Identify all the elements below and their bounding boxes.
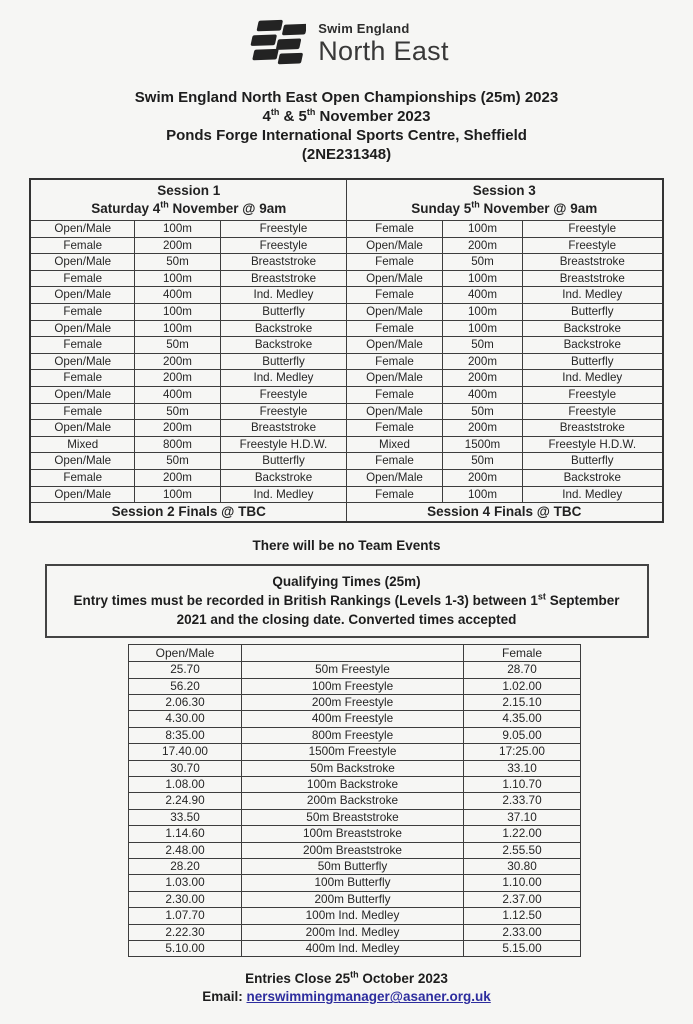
table-row [129,858,581,874]
date-part: & 5 [279,108,307,125]
qualifying-cell: 37.10 [464,809,581,825]
table-row [30,453,662,470]
table-row [129,924,581,940]
session-events-body [30,221,662,503]
event-cell: 50m [134,403,220,420]
date-part: 4 [262,108,271,125]
date-ordinal: th [471,199,480,210]
event-cell: 100m [134,221,220,238]
event-cell: 400m [443,386,523,403]
qualifying-cell: 2.48.00 [129,842,242,858]
event-cell: 200m [443,469,523,486]
event-cell: 50m [134,254,220,271]
qualifying-cell: 200m Freestyle [242,694,464,710]
email-label: Email: [202,989,243,1005]
table-row [129,809,581,825]
table-row [30,353,662,370]
event-cell: Butterfly [220,453,346,470]
qualifying-cell: 5.15.00 [464,941,581,957]
event-cell: 200m [443,353,523,370]
qualifying-cell: 17:25.00 [464,744,581,760]
qualifying-cell: 17.40.00 [129,744,242,760]
qualifying-cell: 30.80 [464,858,581,874]
session-3-header [347,179,663,221]
event-cell: 400m [134,287,220,304]
event-cell: Female [347,486,443,503]
table-row [129,842,581,858]
date-part: November 2023 [315,108,431,125]
table-row [129,826,581,842]
table-row [129,694,581,710]
qualifying-cell: 100m Freestyle [242,678,464,694]
table-row [30,469,662,486]
event-cell: 200m [134,469,220,486]
event-cell: Female [347,287,443,304]
event-cell: Female [30,270,134,287]
email-link[interactable]: nerswimmingmanager@asaner.org.uk [246,989,491,1005]
event-cell: Mixed [30,436,134,453]
table-row [129,776,581,792]
event-cell: Backstroke [523,337,663,354]
date-ordinal: th [306,107,316,117]
qualifying-cell: 2.06.30 [129,694,242,710]
event-cell: Female [347,353,443,370]
event-cell: 50m [443,403,523,420]
event-cell: Freestyle [220,403,346,420]
event-cell: Open/Male [347,303,443,320]
event-cell: 100m [134,270,220,287]
event-cell: Open/Male [30,221,134,238]
qualifying-cell: 4.35.00 [464,711,581,727]
date-ordinal: th [160,199,169,210]
event-cell: 1500m [443,436,523,453]
logo [0,14,693,72]
column-header-open-male: Open/Male [129,645,242,662]
qualifying-cell: 2.33.00 [464,924,581,940]
event-cell: Backstroke [523,469,663,486]
sessions-header-row [30,179,662,221]
event-cell: Butterfly [523,353,663,370]
table-row [30,303,662,320]
table-row [30,386,662,403]
entries-close [0,970,693,988]
sessions-table [29,178,663,523]
email-line [0,988,693,1006]
event-cell: Female [30,237,134,254]
event-cell: Open/Male [347,403,443,420]
event-cell: Breaststroke [523,270,663,287]
qualifying-times-table [128,644,581,957]
subtitle-part: Saturday 4 [91,201,161,216]
qualifying-cell: 28.70 [464,662,581,678]
qualifying-cell: 9.05.00 [464,727,581,743]
table-row [129,678,581,694]
event-cell: Open/Male [30,386,134,403]
table-row [129,793,581,809]
qualifying-cell: 1500m Freestyle [242,744,464,760]
qualifying-cell: 100m Breaststroke [242,826,464,842]
event-cell: Breaststroke [220,270,346,287]
event-cell: Female [30,370,134,387]
event-cell: 50m [443,254,523,271]
session-subtitle [349,200,660,218]
event-cell: Butterfly [523,453,663,470]
event-cell: 200m [134,370,220,387]
logo-wordmark [318,22,449,65]
qualifying-cell: 1.02.00 [464,678,581,694]
team-events-note: There will be no Team Events [252,538,441,554]
qualifying-heading: Qualifying Times (25m) [272,574,421,590]
table-row [30,486,662,503]
qualifying-cell: 50m Freestyle [242,662,464,678]
event-cell: Freestyle [523,386,663,403]
event-cell: Backstroke [523,320,663,337]
qualifying-cell: 1.14.60 [129,826,242,842]
table-row [30,403,662,420]
event-cell: Open/Male [30,453,134,470]
subtitle-part: Sunday 5 [411,201,472,216]
event-cell: Freestyle [523,221,663,238]
event-cell: 100m [134,303,220,320]
qualifying-cell: 1.03.00 [129,875,242,891]
event-cell: Open/Male [30,287,134,304]
table-row [30,254,662,271]
event-cell: 50m [443,453,523,470]
event-cell: Freestyle [220,386,346,403]
table-row [129,908,581,924]
event-cell: Backstroke [220,469,346,486]
event-cell: Breaststroke [523,420,663,437]
event-cell: Ind. Medley [523,486,663,503]
qualifying-cell: 2.24.90 [129,793,242,809]
event-cell: Freestyle H.D.W. [523,436,663,453]
table-row [30,436,662,453]
event-cell: 200m [134,420,220,437]
event-cell: Female [347,386,443,403]
qualifying-times-box [45,564,649,638]
event-cell: Breaststroke [220,420,346,437]
event-cell: Female [347,221,443,238]
session-subtitle [33,200,344,218]
event-cell: 400m [134,386,220,403]
event-cell: Open/Male [30,420,134,437]
logo-brand-top: Swim England [318,20,410,36]
event-cell: Ind. Medley [220,287,346,304]
table-row [129,760,581,776]
event-cell: 100m [443,221,523,238]
qualifying-cell: 5.10.00 [129,941,242,957]
event-cell: 200m [134,353,220,370]
event-cell: Backstroke [220,337,346,354]
event-cell: Open/Male [30,486,134,503]
event-cell: Female [30,469,134,486]
event-cell: 100m [443,303,523,320]
qualifying-cell: 2.15.10 [464,694,581,710]
venue: Ponds Forge International Sports Centre, Sheffield [166,127,527,144]
event-cell: Female [30,337,134,354]
event-cell: Freestyle [220,221,346,238]
qualifying-cell: 1.10.70 [464,776,581,792]
event-cell: Open/Male [30,320,134,337]
session-4-finals: Session 4 Finals @ TBC [347,503,663,523]
event-cell: Freestyle [523,237,663,254]
event-cell: Ind. Medley [220,486,346,503]
qualifying-cell: 200m Ind. Medley [242,924,464,940]
qualifying-cell: 1.22.00 [464,826,581,842]
table-row [30,337,662,354]
qualifying-note [61,591,633,629]
event-cell: Female [30,303,134,320]
event-cell: 200m [443,420,523,437]
event-cell: 800m [134,436,220,453]
subtitle-part: November @ 9am [479,201,598,216]
event-cell: 50m [134,337,220,354]
qualifying-cell: 4.30.00 [129,711,242,727]
event-cell: Female [347,420,443,437]
qualifying-cell: 100m Ind. Medley [242,908,464,924]
event-cell: Freestyle H.D.W. [220,436,346,453]
finals-row [30,503,662,523]
session-1-header [30,179,346,221]
event-cell: Open/Male [30,254,134,271]
footer [0,970,693,1006]
event-date [0,107,693,126]
subtitle-part: November @ 9am [168,201,287,216]
event-cell: Open/Male [30,353,134,370]
qualifying-cell: 50m Backstroke [242,760,464,776]
qualifying-body [129,662,581,957]
qualifying-cell: 200m Backstroke [242,793,464,809]
column-header-female: Female [464,645,581,662]
qualifying-cell: 50m Butterfly [242,858,464,874]
event-cell: Butterfly [220,353,346,370]
qualifying-cell: 33.50 [129,809,242,825]
event-cell: Breaststroke [523,254,663,271]
date-ordinal: th [350,969,359,980]
table-row [129,662,581,678]
qualifying-cell: 8:35.00 [129,727,242,743]
qualifying-cell: 100m Backstroke [242,776,464,792]
logo-brand-bottom: North East [318,35,449,66]
event-cell: Female [347,453,443,470]
title-block [0,88,693,164]
qualifying-cell: 2.22.30 [129,924,242,940]
event-cell: Freestyle [523,403,663,420]
event-cell: 50m [134,453,220,470]
event-cell: Butterfly [523,303,663,320]
table-row [30,270,662,287]
table-row [129,711,581,727]
qualifying-cell: 400m Ind. Medley [242,941,464,957]
session-title: Session 1 [157,183,221,198]
table-row [30,287,662,304]
qualifying-cell: 50m Breaststroke [242,809,464,825]
event-cell: 100m [443,486,523,503]
event-cell: Open/Male [347,270,443,287]
closing-part: Entries Close 25 [245,971,351,987]
page-title: Swim England North East Open Championships (25m) 2023 [134,89,559,106]
qualifying-cell: 2.37.00 [464,891,581,907]
qualifying-cell: 2.55.50 [464,842,581,858]
qualifying-cell: 1.08.00 [129,776,242,792]
table-row [30,320,662,337]
event-cell: 400m [443,287,523,304]
event-cell: Freestyle [220,237,346,254]
event-cell: Breaststroke [220,254,346,271]
qualifying-cell: 400m Freestyle [242,711,464,727]
table-row [129,891,581,907]
session-title: Session 3 [472,183,536,198]
event-cell: 200m [443,370,523,387]
qualifying-cell: 56.20 [129,678,242,694]
qualifying-cell: 30.70 [129,760,242,776]
event-cell: Open/Male [347,337,443,354]
table-row [30,420,662,437]
event-cell: Open/Male [347,469,443,486]
event-cell: 100m [443,320,523,337]
event-cell: 100m [134,486,220,503]
event-cell: Ind. Medley [523,370,663,387]
qualifying-header-row [129,645,581,662]
qualifying-cell: 1.10.00 [464,875,581,891]
note-part: Entry times must be recorded in British Rankings (Levels 1-3) between 1 [73,593,538,609]
event-cell: Mixed [347,436,443,453]
closing-part: October 2023 [358,971,448,987]
license-number: (2NE231348) [301,146,392,163]
table-row [129,875,581,891]
date-ordinal: th [270,107,280,117]
qualifying-cell: 1.12.50 [464,908,581,924]
table-row [129,941,581,957]
table-row [30,370,662,387]
event-cell: Backstroke [220,320,346,337]
qualifying-cell: 2.30.00 [129,891,242,907]
event-cell: 50m [443,337,523,354]
qualifying-cell: 100m Butterfly [242,875,464,891]
event-cell: Female [347,254,443,271]
event-cell: 200m [134,237,220,254]
qualifying-cell: 33.10 [464,760,581,776]
table-row [129,727,581,743]
event-cell: 200m [443,237,523,254]
event-cell: Open/Male [347,370,443,387]
event-cell: 100m [443,270,523,287]
event-cell: Ind. Medley [523,287,663,304]
event-cell: Female [30,403,134,420]
date-ordinal: st [537,591,546,602]
event-cell: Ind. Medley [220,370,346,387]
qualifying-cell: 25.70 [129,662,242,678]
qualifying-cell: 200m Breaststroke [242,842,464,858]
qualifying-cell: 1.07.70 [129,908,242,924]
session-2-finals: Session 2 Finals @ TBC [30,503,346,523]
qualifying-cell: 28.20 [129,858,242,874]
swim-england-logo-icon [244,16,306,70]
qualifying-cell: 2.33.70 [464,793,581,809]
event-cell: Female [347,320,443,337]
event-cell: 100m [134,320,220,337]
qualifying-cell: 800m Freestyle [242,727,464,743]
note-part: September 2021 and the closing date. Converted times accepted [176,593,620,628]
event-cell: Butterfly [220,303,346,320]
event-cell: Open/Male [347,237,443,254]
table-row [30,221,662,238]
table-row [30,237,662,254]
column-header-event [242,645,464,662]
qualifying-cell: 200m Butterfly [242,891,464,907]
table-row [129,744,581,760]
